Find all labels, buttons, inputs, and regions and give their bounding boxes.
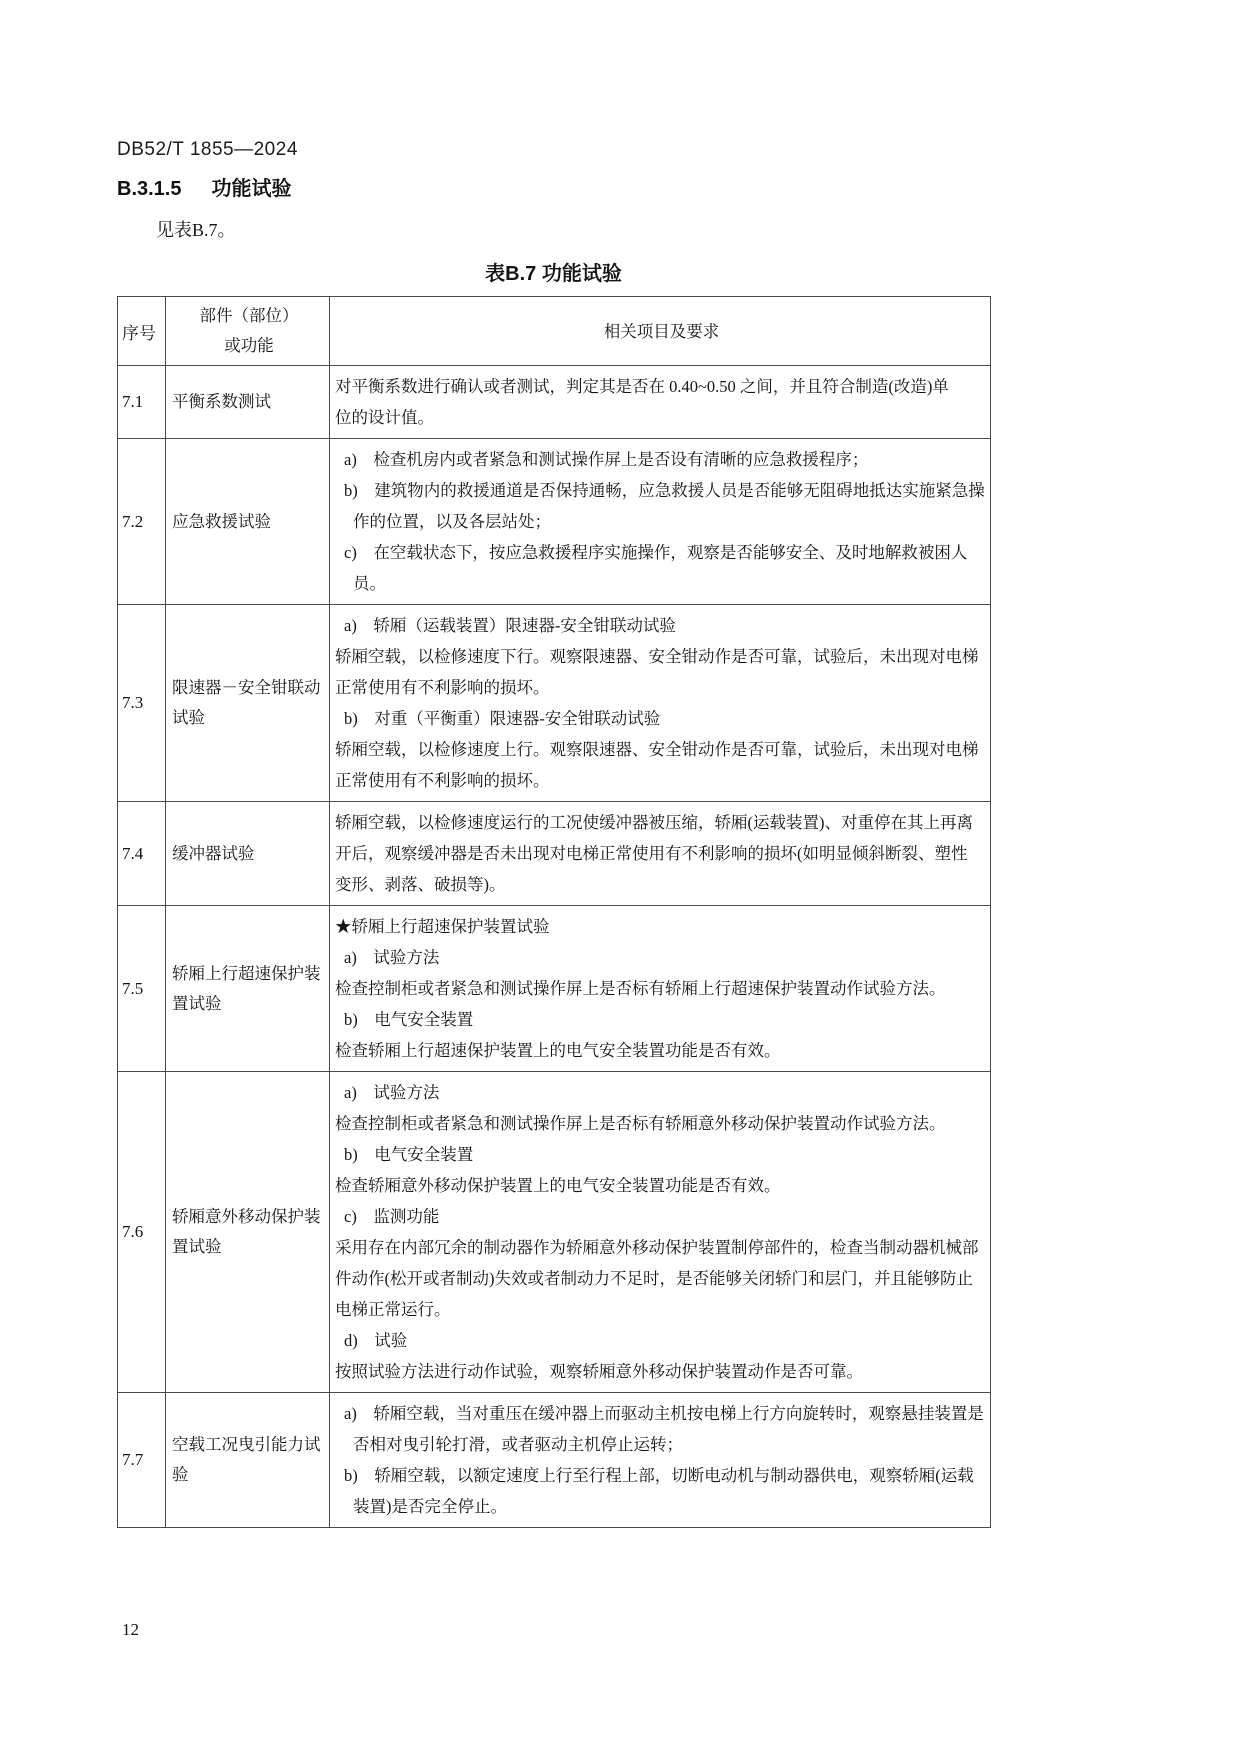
- table-body: [118, 366, 991, 1528]
- part-name-cell: [166, 1393, 330, 1528]
- intro-text: 见表B.7。: [156, 220, 236, 240]
- row-number-cell: 7.2: [118, 439, 166, 605]
- page-number: 12: [122, 1620, 139, 1639]
- table-row: [118, 1072, 991, 1393]
- requirement-line: b) 对重（平衡重）限速器-安全钳联动试验: [344, 709, 661, 728]
- requirement-line: a) 试验方法: [344, 1083, 440, 1102]
- table-row: [118, 366, 991, 439]
- requirement-line: a) 试验方法: [344, 948, 440, 967]
- row-number-cell: 7.7: [118, 1393, 166, 1528]
- requirement-line: 开后，观察缓冲器是否未出现对电梯正常使用有不利影响的损坏(如明显倾斜断裂、塑性: [335, 844, 968, 863]
- requirements-cell: [330, 1393, 991, 1528]
- part-name-cell: [166, 1072, 330, 1393]
- part-name-line: 轿厢意外移动保护装: [172, 1207, 321, 1226]
- requirement-line: a) 检查机房内或者紧急和测试操作屏上是否设有清晰的应急救援程序；: [344, 450, 869, 469]
- requirement-line: 作的位置，以及各层站处；: [353, 512, 551, 531]
- row-number-cell: 7.5: [118, 906, 166, 1072]
- requirement-line: b) 建筑物内的救援通道是否保持通畅，应急救援人员是否能够无阻碍地抵达实施紧急操: [344, 481, 985, 500]
- requirement-line: 采用存在内部冗余的制动器作为轿厢意外移动保护装置制停部件的，检查当制动器机械部: [335, 1238, 979, 1257]
- part-name-line: 验: [172, 1465, 189, 1484]
- requirements-cell: [330, 906, 991, 1072]
- requirement-line: 检查控制柜或者紧急和测试操作屏上是否标有轿厢意外移动保护装置动作试验方法。: [335, 1114, 946, 1133]
- requirements-cell: [330, 439, 991, 605]
- part-name-line: 置试验: [172, 993, 222, 1013]
- requirement-line: 位的设计值。: [335, 408, 434, 427]
- part-name-cell: [166, 605, 330, 802]
- table-row: [118, 439, 991, 605]
- table-row: [118, 1393, 991, 1528]
- part-name-line: 轿厢上行超速保护装: [172, 963, 321, 983]
- requirement-line: 正常使用有不利影响的损坏。: [335, 678, 550, 697]
- header-cell-no: 序号: [118, 297, 166, 366]
- part-name-line: 试验: [172, 708, 205, 727]
- requirement-line: b) 电气安全装置: [344, 1145, 474, 1164]
- part-name-cell: [166, 366, 330, 439]
- requirement-line: c) 监测功能: [344, 1207, 440, 1226]
- requirements-cell: [330, 605, 991, 802]
- requirement-line: 电梯正常运行。: [335, 1300, 451, 1319]
- part-name-line: 平衡系数测试: [172, 392, 271, 411]
- row-number-cell: 7.3: [118, 605, 166, 802]
- requirement-line: 员。: [353, 574, 386, 593]
- table-header: [118, 297, 991, 366]
- row-number-cell: 7.6: [118, 1072, 166, 1393]
- requirement-line: 检查轿厢意外移动保护装置上的电气安全装置功能是否有效。: [335, 1176, 781, 1195]
- part-name-cell: [166, 802, 330, 906]
- doc-code: DB52/T 1855—2024: [117, 139, 298, 160]
- requirement-line: 变形、剥落、破损等)。: [335, 875, 506, 894]
- section-title: 功能试验: [211, 178, 292, 200]
- part-name-cell: [166, 439, 330, 605]
- requirement-line: 件动作(松开或者制动)失效或者制动力不足时，是否能够关闭轿门和层门，并且能够防止: [335, 1269, 973, 1288]
- table-title: 表B.7 功能试验: [485, 263, 622, 285]
- requirement-line: 检查轿厢上行超速保护装置上的电气安全装置功能是否有效。: [335, 1041, 781, 1060]
- header-part-line1: 部件（部位）: [199, 306, 299, 325]
- requirement-line: 否相对曳引轮打滑，或者驱动主机停止运转；: [353, 1435, 683, 1454]
- header-cell-req: 相关项目及要求: [330, 297, 991, 366]
- requirement-line: a) 轿厢（运载装置）限速器-安全钳联动试验: [344, 616, 676, 635]
- requirement-line: a) 轿厢空载，当对重压在缓冲器上而驱动主机按电梯上行方向旋转时，观察悬挂装置是: [344, 1404, 984, 1423]
- part-name-line: 空载工况曳引能力试: [172, 1435, 321, 1454]
- functional-test-table: [117, 296, 991, 1528]
- row-number-cell: 7.1: [118, 366, 166, 439]
- part-name-cell: [166, 906, 330, 1072]
- table-row: [118, 802, 991, 906]
- requirement-line: 装置)是否完全停止。: [353, 1497, 507, 1516]
- part-name-line: 缓冲器试验: [172, 843, 255, 863]
- header-cell-part: [166, 297, 330, 366]
- row-number-cell: 7.4: [118, 802, 166, 906]
- requirement-line: 检查控制柜或者紧急和测试操作屏上是否标有轿厢上行超速保护装置动作试验方法。: [335, 979, 946, 998]
- requirement-line: 按照试验方法进行动作试验，观察轿厢意外移动保护装置动作是否可靠。: [335, 1362, 863, 1381]
- table-row: [118, 906, 991, 1072]
- requirement-line: 轿厢空载，以检修速度上行。观察限速器、安全钳动作是否可靠，试验后，未出现对电梯: [335, 740, 979, 759]
- requirement-line: b) 轿厢空载，以额定速度上行至行程上部，切断电动机与制动器供电，观察轿厢(运载: [344, 1466, 974, 1485]
- requirements-cell: [330, 366, 991, 439]
- table-row: [118, 605, 991, 802]
- requirement-line: 对平衡系数进行确认或者测试，判定其是否在 0.40~0.50 之间，并且符合制造(改造)单: [335, 377, 949, 396]
- header-part-line2: 或功能: [224, 336, 274, 355]
- table-header-row: [118, 297, 991, 366]
- section-number: B.3.1.5: [117, 178, 182, 200]
- requirement-line: ★轿厢上行超速保护装置试验: [335, 917, 550, 936]
- section-heading: [117, 172, 291, 201]
- part-name-line: 应急救援试验: [172, 511, 271, 531]
- requirement-line: b) 电气安全装置: [344, 1010, 474, 1029]
- part-name-line: 置试验: [172, 1237, 222, 1256]
- requirement-line: 轿厢空载，以检修速度运行的工况使缓冲器被压缩，轿厢(运载装置)、对重停在其上再离: [335, 813, 973, 832]
- requirements-cell: [330, 1072, 991, 1393]
- requirement-line: c) 在空载状态下，按应急救援程序实施操作，观察是否能够安全、及时地解救被困人: [344, 543, 968, 562]
- requirement-line: d) 试验: [344, 1331, 408, 1350]
- requirement-line: 正常使用有不利影响的损坏。: [335, 771, 550, 790]
- requirements-cell: [330, 802, 991, 906]
- requirement-line: 轿厢空载，以检修速度下行。观察限速器、安全钳动作是否可靠，试验后，未出现对电梯: [335, 647, 979, 666]
- part-name-line: 限速器－安全钳联动: [172, 678, 321, 697]
